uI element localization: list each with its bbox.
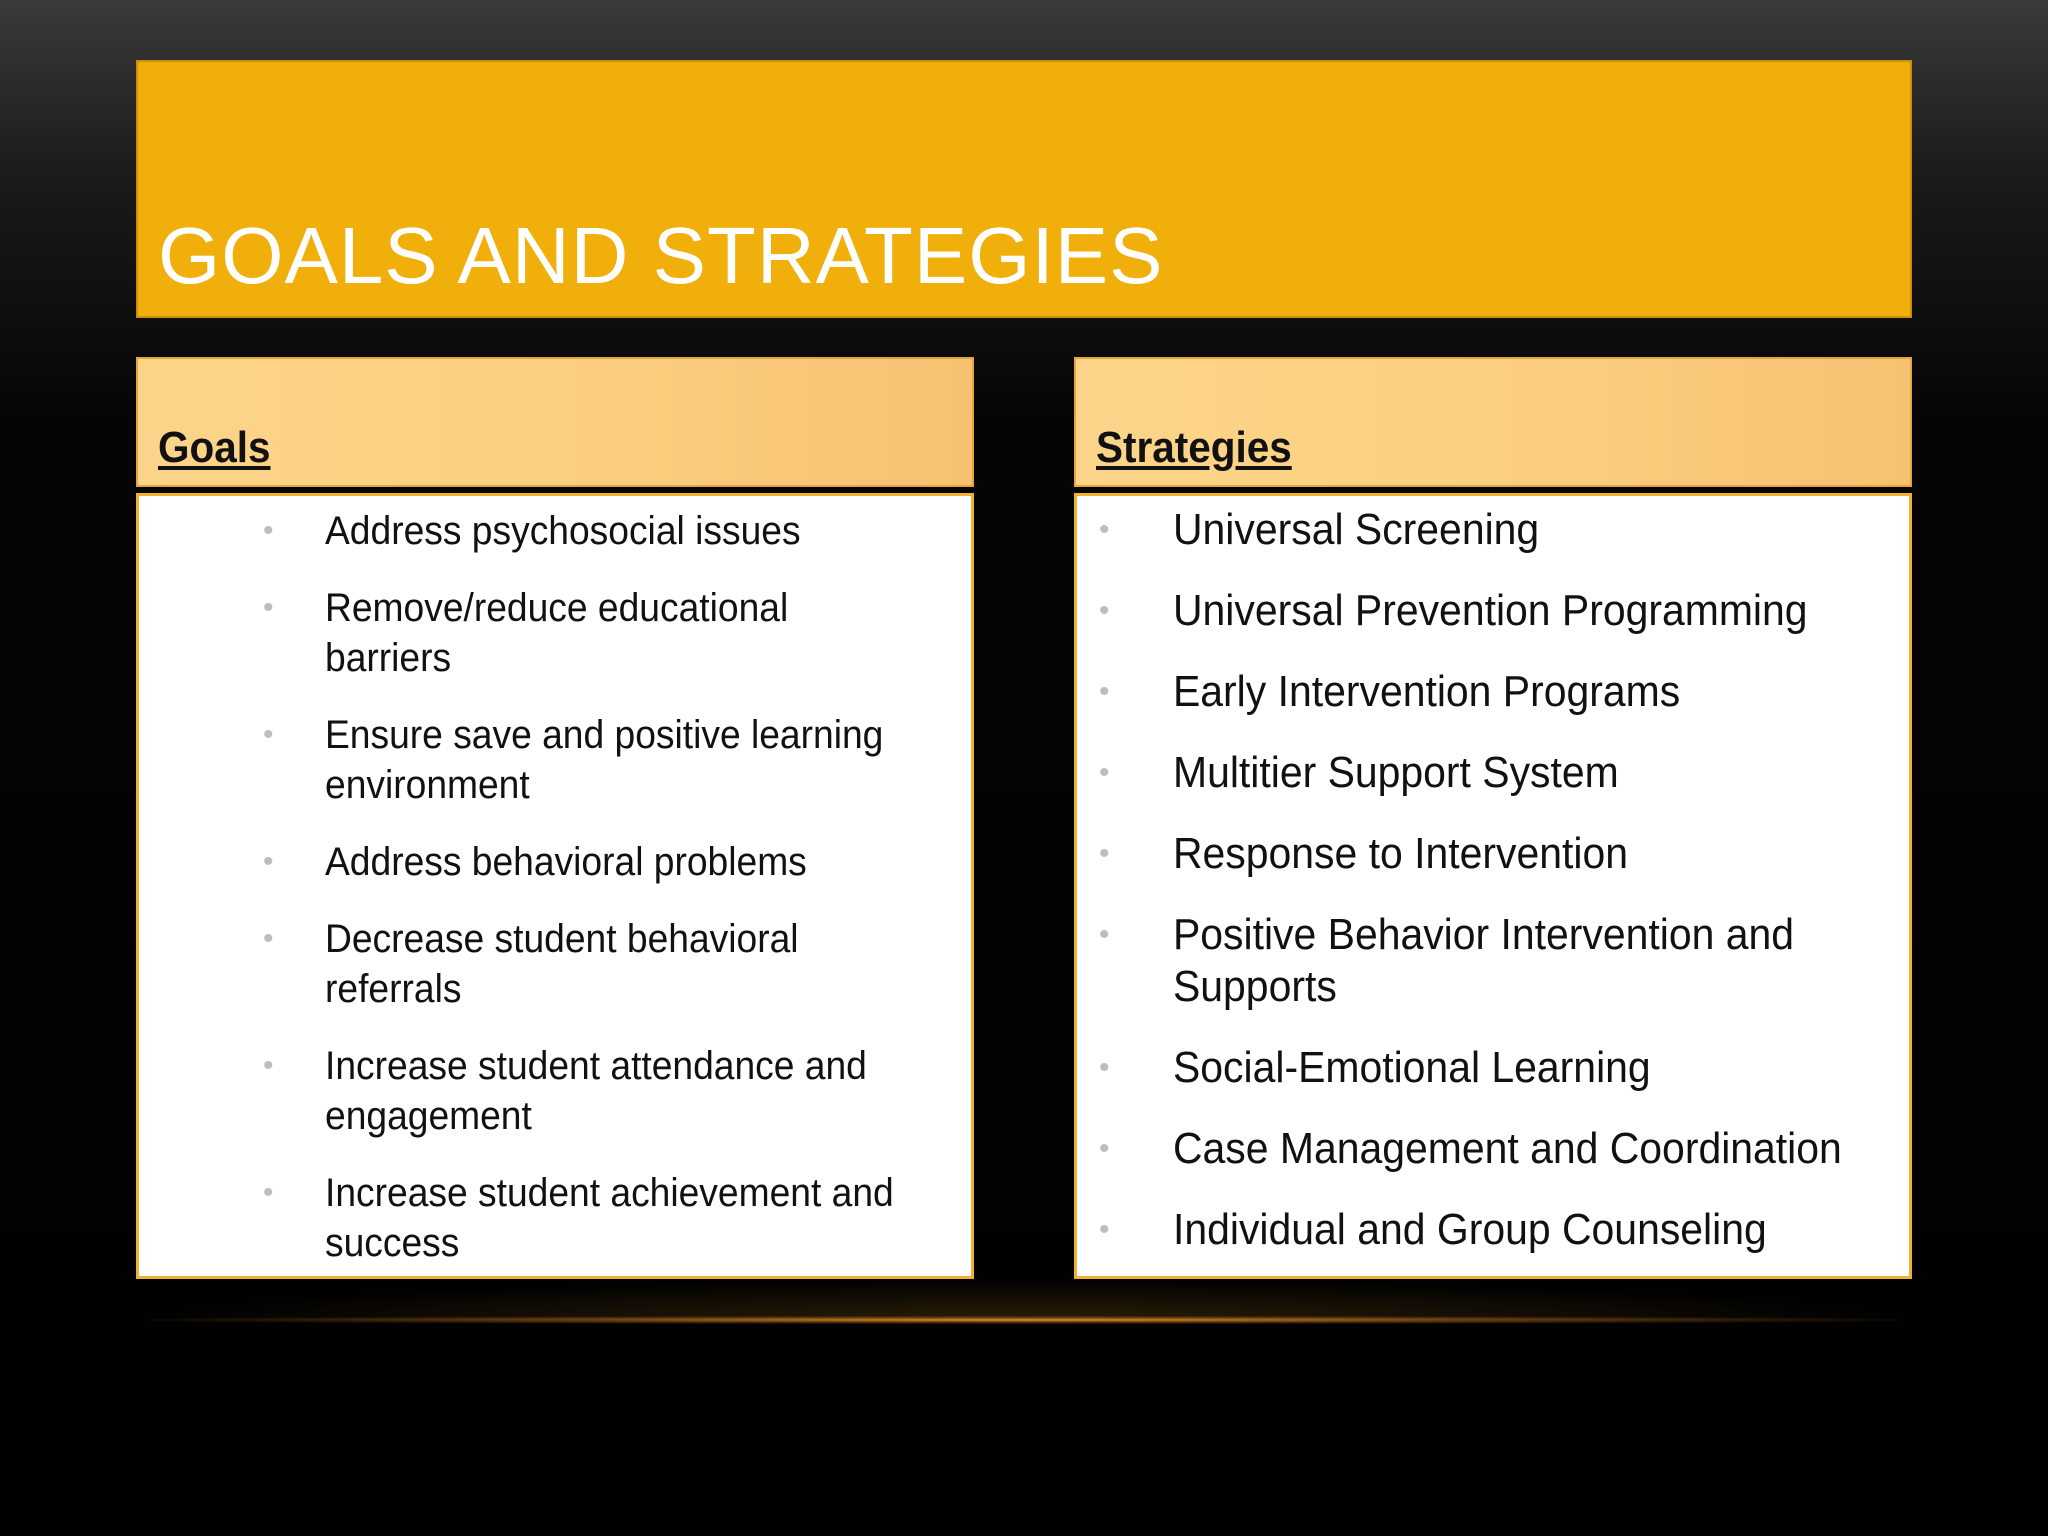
strategy-item-text: Multitier Support System xyxy=(1173,748,1619,797)
strategy-item xyxy=(1077,504,1909,556)
goals-panel xyxy=(136,357,974,1279)
strategy-item xyxy=(1077,909,1909,1013)
bullet-icon: • xyxy=(1099,918,1110,951)
goal-item-text: Remove/reduce educational barriers xyxy=(325,586,789,680)
goal-item-text: Address behavioral problems xyxy=(325,840,807,884)
strategies-header xyxy=(1074,357,1912,487)
floor-shadow xyxy=(136,1280,1912,1320)
strategy-item-text: Positive Behavior Intervention and Supports xyxy=(1173,910,1794,1011)
strategy-item xyxy=(1077,1042,1909,1094)
strategies-list xyxy=(1077,504,1909,1285)
strategy-item xyxy=(1077,1123,1909,1175)
bullet-icon: • xyxy=(1099,1132,1110,1165)
bullet-icon: • xyxy=(1099,594,1110,627)
bullet-icon: • xyxy=(1099,513,1110,546)
goal-item xyxy=(139,583,971,683)
bullet-icon: • xyxy=(1099,837,1110,870)
floor-glow-line xyxy=(150,1316,1900,1324)
bullet-icon: • xyxy=(263,1176,274,1209)
strategy-item-text: Response to Intervention xyxy=(1173,829,1628,878)
strategy-item-text: Social-Emotional Learning xyxy=(1173,1043,1651,1092)
strategy-item-text: Case Management and Coordination xyxy=(1173,1124,1842,1173)
goals-list xyxy=(139,506,971,1295)
bullet-icon: • xyxy=(1099,756,1110,789)
goal-item xyxy=(139,1041,971,1141)
goals-body xyxy=(136,493,974,1279)
goal-item xyxy=(139,506,971,556)
bullet-icon: • xyxy=(1099,1051,1110,1084)
bullet-icon: • xyxy=(1099,675,1110,708)
bullet-icon: • xyxy=(263,514,274,547)
strategies-panel xyxy=(1074,357,1912,1279)
goals-header-label: Goals xyxy=(158,423,271,472)
bullet-icon: • xyxy=(263,922,274,955)
strategy-item-text: Early Intervention Programs xyxy=(1173,667,1681,716)
strategy-item xyxy=(1077,828,1909,880)
strategy-item-text: Universal Screening xyxy=(1173,505,1540,554)
goal-item xyxy=(139,710,971,810)
bullet-icon: • xyxy=(263,845,274,878)
strategy-item-text: Individual and Group Counseling xyxy=(1173,1205,1767,1254)
bullet-icon: • xyxy=(1099,1213,1110,1246)
strategy-item xyxy=(1077,1204,1909,1256)
strategies-header-label: Strategies xyxy=(1096,423,1292,472)
bullet-icon: • xyxy=(263,591,274,624)
goals-header xyxy=(136,357,974,487)
goal-item-text: Decrease student behavioral referrals xyxy=(325,917,799,1011)
goal-item-text: Address psychosocial issues xyxy=(325,509,801,553)
slide-title: GOALS AND STRATEGIES xyxy=(158,211,1164,300)
strategy-item-text: Universal Prevention Programming xyxy=(1173,586,1808,635)
goal-item xyxy=(139,914,971,1014)
bullet-icon: • xyxy=(263,1049,274,1082)
goal-item xyxy=(139,837,971,887)
strategy-item xyxy=(1077,585,1909,637)
goal-item-text: Increase student achievement and success xyxy=(325,1171,894,1265)
goal-item xyxy=(139,1168,971,1268)
goal-item-text: Increase student attendance and engagement xyxy=(325,1044,867,1138)
strategy-item xyxy=(1077,666,1909,718)
goal-item-text: Ensure save and positive learning environment xyxy=(325,713,884,807)
strategy-item xyxy=(1077,747,1909,799)
title-bar xyxy=(136,60,1912,318)
strategies-body xyxy=(1074,493,1912,1279)
bullet-icon: • xyxy=(263,718,274,751)
